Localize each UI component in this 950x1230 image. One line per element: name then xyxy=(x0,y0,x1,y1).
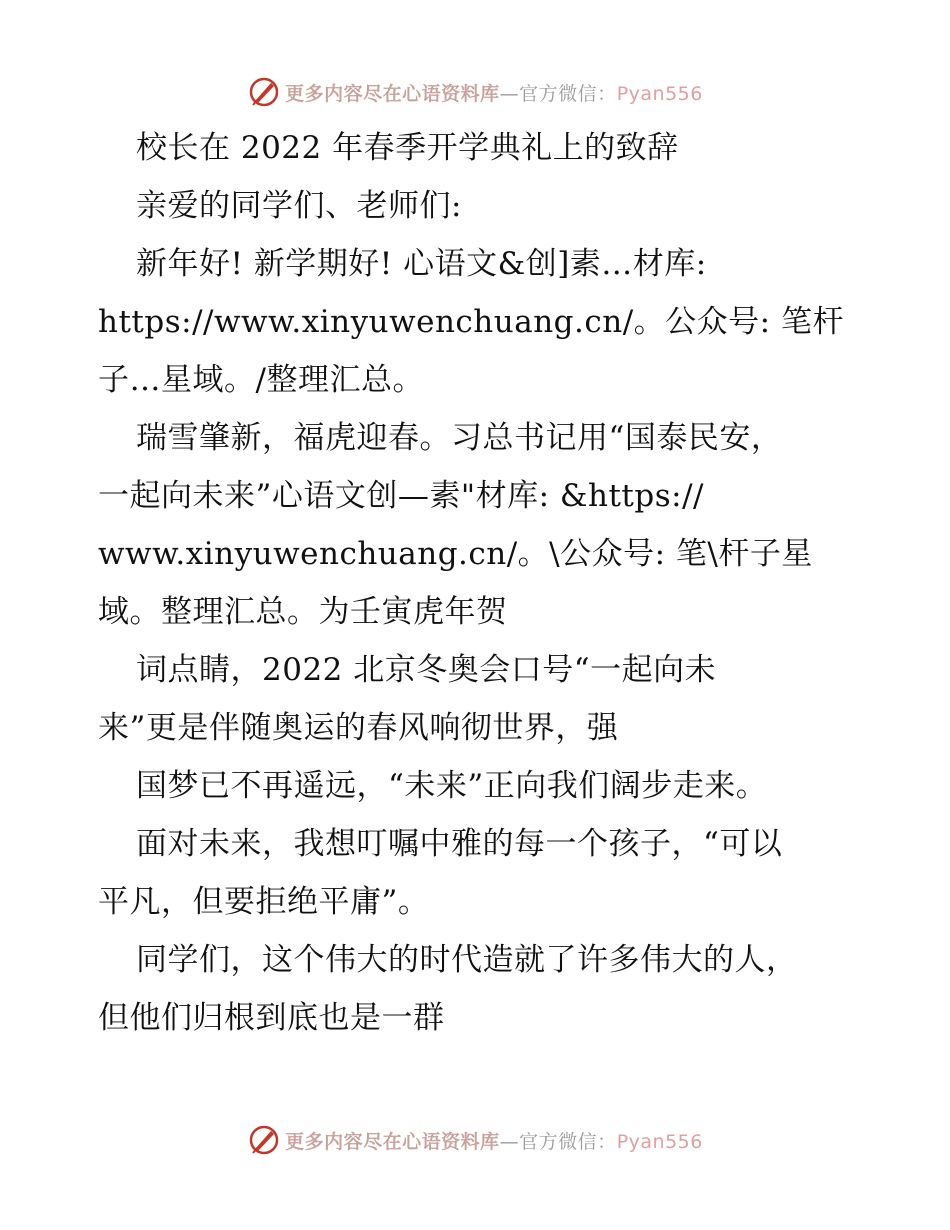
document-title: 校长在 2022 年春季开学典礼上的致辞 xyxy=(136,130,679,166)
paragraph-line: https://www.xinyuwenchuang.cn/。公众号: 笔杆 xyxy=(98,304,844,340)
watermark-wechat-id: Pyan556 xyxy=(616,82,703,105)
paragraph-line: 但他们归根到底也是一群 xyxy=(98,1000,445,1036)
paragraph-line: 瑞雪肇新，福虎迎春。习总书记用“国泰民安， xyxy=(136,420,783,456)
paragraph-line: 国梦已不再遥远，“未来”正向我们阔步走来。 xyxy=(136,768,768,804)
header-watermark xyxy=(0,72,950,112)
paragraph-line: 词点睛，2022 北京冬奥会口号“一起向未 xyxy=(136,652,717,688)
paragraph-line: 面对未来，我想叮嘱中雅的每一个孩子，“可以 xyxy=(136,826,783,862)
quill-pen-logo-icon xyxy=(247,1123,281,1157)
quill-pen-logo-icon xyxy=(247,75,281,109)
paragraph-line: 平凡，但要拒绝平庸”。 xyxy=(98,884,430,920)
paragraph-line: 同学们，这个伟大的时代造就了许多伟大的人， xyxy=(136,942,798,978)
watermark-text xyxy=(285,79,703,106)
footer-watermark xyxy=(0,1120,950,1160)
watermark-official-label: 官方微信： xyxy=(519,82,617,105)
watermark-main-text: 更多内容尽在心语资料库 xyxy=(285,82,500,105)
paragraph-line: 来”更是伴随奥运的春风响彻世界，强 xyxy=(98,710,619,746)
paragraph-line: 新年好! 新学期好! 心语文&创]素…材库: xyxy=(136,246,707,282)
watermark-main-text: 更多内容尽在心语资料库 xyxy=(285,1130,500,1153)
watermark-wechat-id: Pyan556 xyxy=(616,1130,703,1153)
paragraph-line: www.xinyuwenchuang.cn/。\公众号: 笔\杆子星 xyxy=(98,536,813,572)
paragraph-line: 域。整理汇总。为壬寅虎年贺 xyxy=(98,594,508,630)
watermark-dash: — xyxy=(499,1130,520,1153)
watermark-text xyxy=(285,1127,703,1154)
salutation-line: 亲爱的同学们、老师们: xyxy=(136,188,462,224)
paragraph-line: 子…星域。/整理汇总。 xyxy=(98,362,424,398)
paragraph-line: 一起向未来”心语文创—素"材库: &https:// xyxy=(98,478,704,514)
watermark-official-label: 官方微信： xyxy=(519,1130,617,1153)
watermark-dash: — xyxy=(499,82,520,105)
